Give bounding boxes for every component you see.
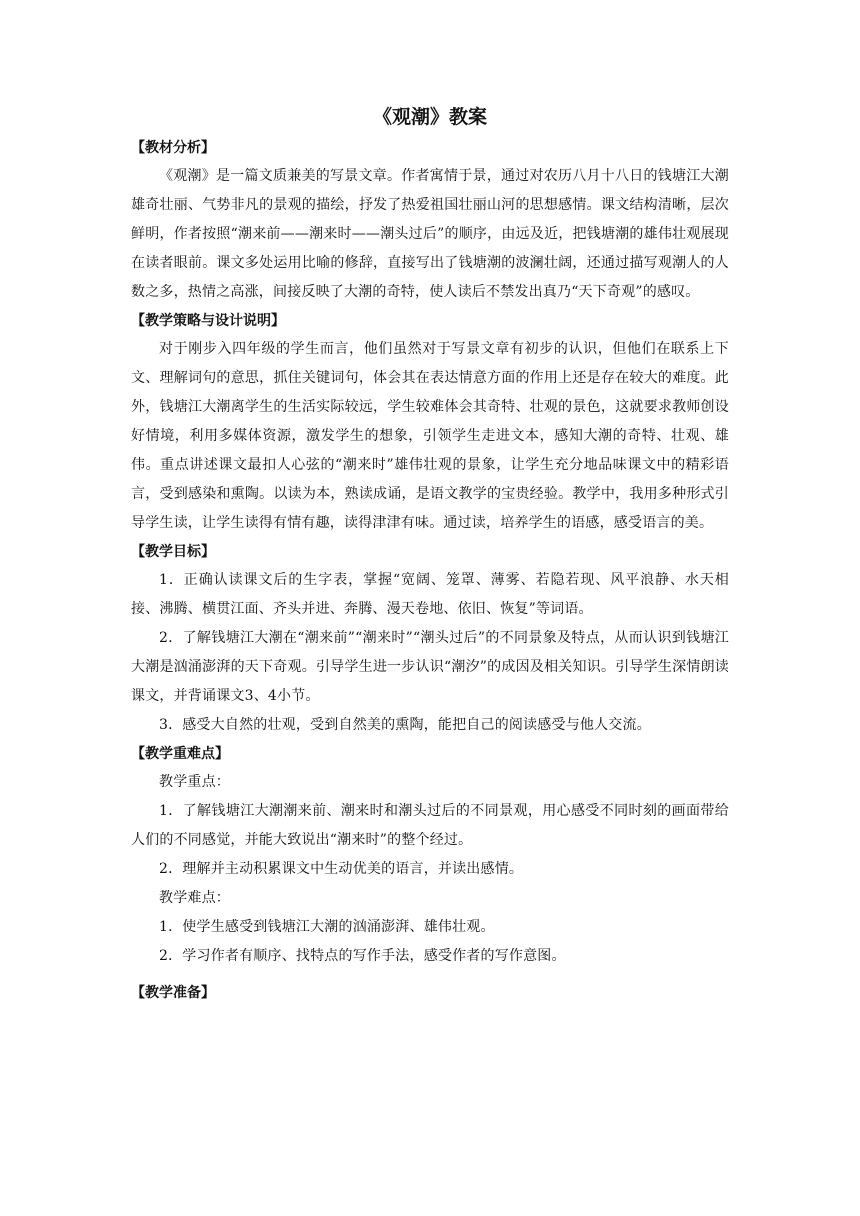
objective-item: 1．正确认读课文后的生字表，掌握“宽阔、笼罩、薄雾、若隐若现、风平浪静、水天相接、沸腾、横贯江面、齐头并进、奔腾、漫天卷地、依旧、恢复”等词语。 <box>131 572 729 617</box>
objective-item: 3．感受大自然的壮观，受到自然美的熏陶，能把自己的阅读感受与他人交流。 <box>159 717 651 733</box>
page-title: 《观潮》教案 <box>372 106 487 128</box>
section-textbook-analysis <box>131 134 729 307</box>
subheading-key-points: 教学重点： <box>159 774 230 790</box>
section-spacer <box>131 971 729 979</box>
difficult-point-item: 1．使学生感受到钱塘江大潮的汹涌澎湃、雄伟壮观。 <box>159 919 495 935</box>
subheading-difficult-points: 教学难点： <box>159 890 230 906</box>
key-point-item: 2．理解并主动积累课文中生动优美的语言，并读出感情。 <box>159 861 524 877</box>
section-heading: 【教学目标】 <box>131 544 215 560</box>
section-paragraph: 《观潮》是一篇文质兼美的写景文章。作者寓情于景，通过对农历八月十八日的钱塘江大潮雄奇壮丽、气势非凡的景观的描绘，抒发了热爱祖国壮丽山河的思想感情。课文结构清晰，层次鲜明，作者按照“潮来前——潮来时——潮头过后”的顺序，由远及近，把钱塘潮的雄伟壮观展现在读者眼前。课文多处运用比喻的修辞，直接写出了钱塘潮的波澜壮阔，还通过描写观潮人的人数之多，热情之高涨，间接反映了大潮的奇特，使人读后不禁发出真乃“天下奇观”的感叹。 <box>131 168 729 300</box>
section-key-difficult-points <box>131 740 729 971</box>
objective-item: 2．了解钱塘江大潮在“潮来前”“潮来时”“潮头过后”的不同景象及特点，从而认识到钱塘江大潮是汹涌澎湃的天下奇观。引导学生进一步认识“潮汐”的成因及相关知识。引导学生深情朗读课文，并背诵课文3、4小节。 <box>131 630 729 704</box>
difficult-point-item: 2．学习作者有顺序、找特点的写作手法，感受作者的写作意图。 <box>159 948 566 964</box>
section-teaching-preparation <box>131 979 729 1007</box>
section-paragraph: 对于刚步入四年级的学生而言，他们虽然对于写景文章有初步的认识，但他们在联系上下文、理解词句的意思，抓住关键词句，体会其在表达情意方面的作用上还是存在较大的难度。此外，钱塘江大潮离学生的生活实际较远，学生较难体会其奇特、壮观的景色，这就要求教师创设好情境，利用多媒体资源，激发学生的想象，引领学生走进文本，感知大潮的奇特、壮观、雄伟。重点讲述课文最扣人心弦的“潮来时”雄伟壮观的景象，让学生充分地品味课文中的精彩语言，受到感染和熏陶。以读为本，熟读成诵，是语文教学的宝贵经验。教学中，我用多种形式引导学生读，让学生读得有情有趣，读得津津有味。通过读，培养学生的语感，感受语言的美。 <box>131 341 729 531</box>
section-heading: 【教学策略与设计说明】 <box>131 313 285 329</box>
section-teaching-strategy <box>131 307 729 538</box>
key-point-item: 1．了解钱塘江大潮潮来前、潮来时和潮头过后的不同景观，用心感受不同时刻的画面带给人们的不同感觉，并能大致说出“潮来时”的整个经过。 <box>131 803 729 848</box>
section-heading: 【教材分析】 <box>131 140 215 156</box>
document-content <box>131 102 729 1007</box>
section-heading: 【教学重难点】 <box>131 746 229 762</box>
section-teaching-objectives <box>131 538 729 740</box>
section-heading: 【教学准备】 <box>131 985 215 1001</box>
